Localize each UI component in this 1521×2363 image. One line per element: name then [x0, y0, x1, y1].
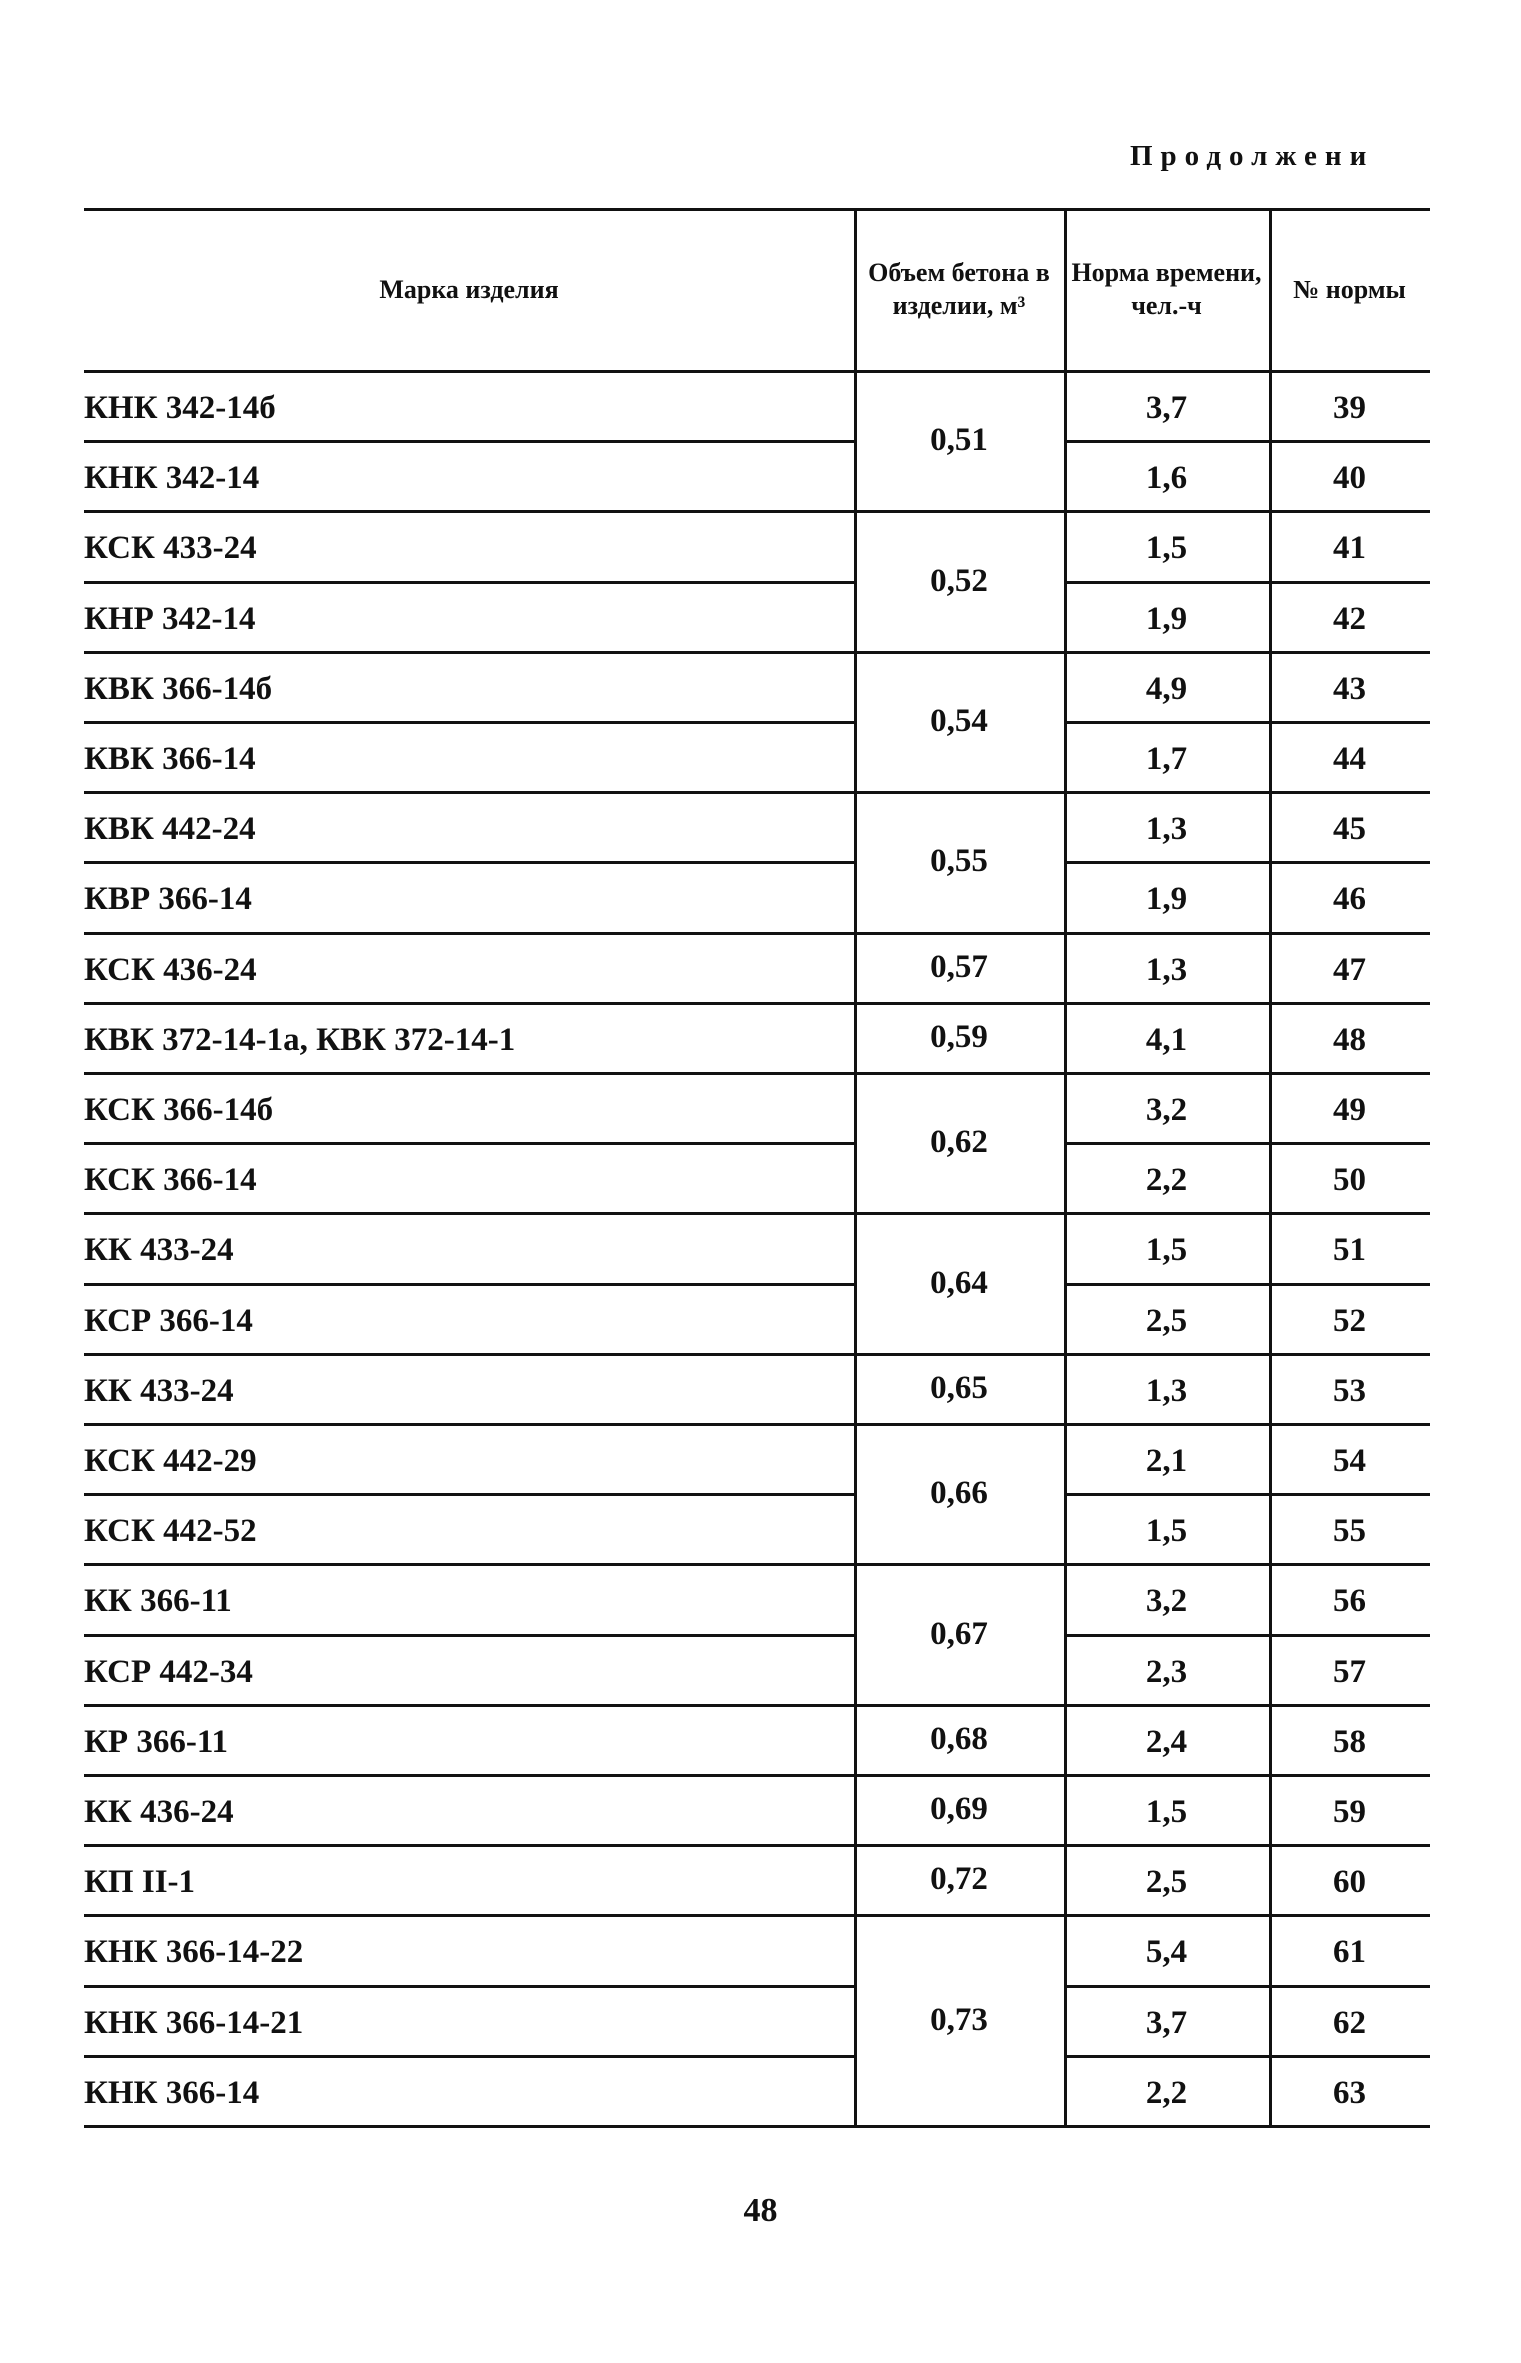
header-norm-time: Норма времени, чел.-ч [1071, 258, 1262, 320]
volume-value: 0,62 [930, 1124, 988, 1161]
row-rule [84, 581, 854, 584]
table-row-mark: КК 366-11 [84, 1583, 232, 1620]
table-row-number: 63 [1333, 2074, 1366, 2111]
table-row-number: 60 [1333, 1864, 1366, 1901]
row-rule [1064, 581, 1430, 584]
table-row-number: 50 [1333, 1162, 1366, 1199]
group-rule [854, 1002, 1064, 1005]
table-row-number: 48 [1333, 1021, 1366, 1058]
row-rule [84, 1634, 854, 1637]
row-rule [84, 932, 854, 935]
volume-value: 0,64 [930, 1264, 988, 1301]
volume-value: 0,65 [930, 1369, 988, 1406]
header-mark: Марка изделия [379, 274, 559, 304]
row-rule [1064, 721, 1430, 724]
volume-value: 0,57 [930, 948, 988, 985]
row-rule [1064, 651, 1430, 654]
row-rule [84, 1493, 854, 1496]
row-rule [84, 651, 854, 654]
table-row-norm: 1,5 [1145, 1794, 1188, 1830]
table-row-norm: 2,5 [1145, 1864, 1188, 1901]
table-row-mark: КНР 342-14 [84, 600, 256, 637]
table-row-number: 57 [1333, 1653, 1366, 1690]
row-rule [1064, 440, 1430, 443]
row-rule [1064, 1914, 1430, 1917]
group-rule [854, 1423, 1064, 1426]
row-rule [1064, 2125, 1430, 2128]
table-row-norm: 1,5 [1145, 1232, 1188, 1269]
table-row-norm: 2,3 [1145, 1653, 1188, 1690]
group-rule [854, 2125, 1064, 2128]
table-row-number: 39 [1333, 390, 1366, 426]
row-rule [84, 1212, 854, 1215]
table-row-mark: КНК 342-14 [84, 460, 260, 497]
header-volume: Объем бетона в изделии, м³ [868, 258, 1050, 320]
table-row-norm: 3,7 [1145, 390, 1188, 426]
table-row-number: 51 [1333, 1232, 1366, 1269]
row-rule [84, 861, 854, 864]
table-row-norm: 2,1 [1145, 1443, 1188, 1479]
table-row-mark: КСК 442-52 [84, 1513, 257, 1550]
table-row-number: 46 [1333, 881, 1366, 918]
top-rule [84, 208, 1430, 211]
table-row-norm: 5,4 [1145, 1934, 1188, 1971]
table-row-mark: КСК 442-29 [84, 1443, 257, 1479]
row-rule [1064, 1423, 1430, 1426]
table-row-norm: 2,2 [1145, 1162, 1188, 1199]
header-norm-number: № нормы [1293, 274, 1406, 304]
table-row-norm: 3,2 [1145, 1583, 1188, 1620]
table-row-mark: КВК 366-14 [84, 741, 256, 777]
row-rule [84, 510, 854, 513]
table-row-mark: КВК 366-14б [84, 670, 273, 707]
row-rule [84, 1704, 854, 1707]
table-row-number: 41 [1333, 530, 1366, 567]
row-rule [1064, 2055, 1430, 2058]
row-rule [1064, 1353, 1430, 1356]
row-rule [84, 1563, 854, 1566]
table-row-number: 55 [1333, 1513, 1366, 1550]
table-row-number: 53 [1333, 1372, 1366, 1409]
row-rule [84, 1142, 854, 1145]
volume-value: 0,73 [930, 2001, 988, 2038]
table-row-mark: КП II-1 [84, 1864, 196, 1901]
table-row-number: 40 [1333, 460, 1366, 497]
row-rule [84, 721, 854, 724]
table-row-number: 42 [1333, 600, 1366, 637]
table-row-mark: КСР 366-14 [84, 1302, 253, 1339]
volume-value: 0,59 [930, 1018, 988, 1055]
row-rule [84, 440, 854, 443]
group-rule [854, 1072, 1064, 1075]
table-row-number: 56 [1333, 1583, 1366, 1620]
volume-value: 0,54 [930, 703, 988, 739]
group-rule [854, 651, 1064, 654]
table-row-number: 62 [1333, 2004, 1366, 2041]
row-rule [1064, 1002, 1430, 1005]
row-rule [1064, 1072, 1430, 1075]
table-row-mark: КНК 366-14 [84, 2074, 260, 2111]
table-row-mark: КВК 442-24 [84, 811, 256, 848]
row-rule [84, 1985, 854, 1988]
group-rule [854, 1914, 1064, 1917]
row-rule [1064, 1212, 1430, 1215]
volume-value: 0,52 [930, 562, 988, 599]
row-rule [84, 1072, 854, 1075]
row-rule [84, 1774, 854, 1777]
table-row-mark: КСР 442-34 [84, 1653, 253, 1690]
row-rule [84, 2055, 854, 2058]
volume-value: 0,66 [930, 1475, 988, 1512]
table-row-mark: КК 436-24 [84, 1794, 234, 1830]
table-row-number: 52 [1333, 1302, 1366, 1339]
table-row-mark: КНК 366-14-22 [84, 1934, 304, 1971]
row-rule [1064, 1563, 1430, 1566]
table-row-number: 44 [1333, 741, 1366, 777]
row-rule [84, 1423, 854, 1426]
row-rule [1064, 1634, 1430, 1637]
table-row-mark: КВК 372-14-1а, КВК 372-14-1 [84, 1021, 516, 1058]
table-row-number: 43 [1333, 670, 1366, 707]
table-row-norm: 1,3 [1145, 951, 1188, 988]
group-rule [854, 791, 1064, 794]
row-rule [84, 1283, 854, 1286]
row-rule [1064, 861, 1430, 864]
table-row-number: 45 [1333, 811, 1366, 848]
table-row-norm: 1,5 [1145, 530, 1188, 567]
volume-value: 0,55 [930, 843, 988, 880]
table-row-norm: 1,7 [1145, 741, 1188, 777]
group-rule [854, 1774, 1064, 1777]
row-rule [1064, 791, 1430, 794]
table-row-mark: КСК 436-24 [84, 951, 257, 988]
table-row-norm: 1,5 [1145, 1513, 1188, 1550]
table-row-mark: КНК 366-14-21 [84, 2004, 304, 2041]
group-rule [854, 1563, 1064, 1566]
row-rule [1064, 1493, 1430, 1496]
norms-table [84, 208, 1430, 2150]
table-row-norm: 3,2 [1145, 1092, 1188, 1128]
continuation-label: Продолжени [1130, 140, 1375, 172]
volume-value: 0,51 [930, 422, 988, 459]
table-row-mark: КВР 366-14 [84, 881, 252, 918]
row-rule [1064, 1704, 1430, 1707]
table-row-norm: 2,4 [1145, 1723, 1188, 1760]
row-rule [84, 791, 854, 794]
table-row-norm: 1,3 [1145, 1372, 1188, 1409]
row-rule [1064, 1844, 1430, 1847]
table-row-norm: 1,6 [1145, 460, 1188, 497]
table-row-number: 47 [1333, 951, 1366, 988]
volume-value: 0,69 [930, 1791, 988, 1828]
table-row-mark: КР 366-11 [84, 1723, 229, 1760]
table-row-mark: КСК 366-14б [84, 1092, 274, 1128]
group-rule [854, 510, 1064, 513]
row-rule [1064, 1985, 1430, 1988]
table-row-mark: КСК 366-14 [84, 1162, 257, 1199]
table-row-norm: 1,9 [1145, 600, 1188, 637]
table-row-mark: КК 433-24 [84, 1372, 234, 1409]
table-row-norm: 2,5 [1145, 1302, 1188, 1339]
group-rule [854, 1704, 1064, 1707]
table-row-norm: 1,3 [1145, 811, 1188, 848]
row-rule [1064, 932, 1430, 935]
column-divider [854, 208, 857, 2125]
table-row-mark: КСК 433-24 [84, 530, 257, 567]
table-row-norm: 3,7 [1145, 2004, 1188, 2041]
table-row-number: 59 [1333, 1794, 1366, 1830]
row-rule [84, 1002, 854, 1005]
header-rule [84, 370, 1430, 373]
row-rule [1064, 510, 1430, 513]
row-rule [1064, 1142, 1430, 1145]
page-number: 48 [743, 2192, 778, 2229]
group-rule [854, 1212, 1064, 1215]
group-rule [854, 932, 1064, 935]
table-row-mark: КНК 342-14б [84, 390, 276, 426]
row-rule [84, 1844, 854, 1847]
row-rule [84, 1914, 854, 1917]
table-row-number: 54 [1333, 1443, 1366, 1479]
table-row-norm: 4,9 [1145, 670, 1188, 707]
table-row-norm: 2,2 [1145, 2074, 1188, 2111]
table-row-number: 58 [1333, 1723, 1366, 1760]
group-rule [854, 1844, 1064, 1847]
table-row-number: 49 [1333, 1092, 1366, 1128]
group-rule [854, 1353, 1064, 1356]
volume-value: 0,67 [930, 1615, 988, 1652]
table-row-norm: 1,9 [1145, 881, 1188, 918]
table-row-number: 61 [1333, 1934, 1366, 1971]
table-row-norm: 4,1 [1145, 1021, 1188, 1058]
volume-value: 0,68 [930, 1720, 988, 1757]
row-rule [84, 2125, 854, 2128]
row-rule [1064, 1774, 1430, 1777]
row-rule [84, 1353, 854, 1356]
row-rule [1064, 1283, 1430, 1286]
table-row-mark: КК 433-24 [84, 1232, 234, 1269]
volume-value: 0,72 [930, 1861, 988, 1898]
